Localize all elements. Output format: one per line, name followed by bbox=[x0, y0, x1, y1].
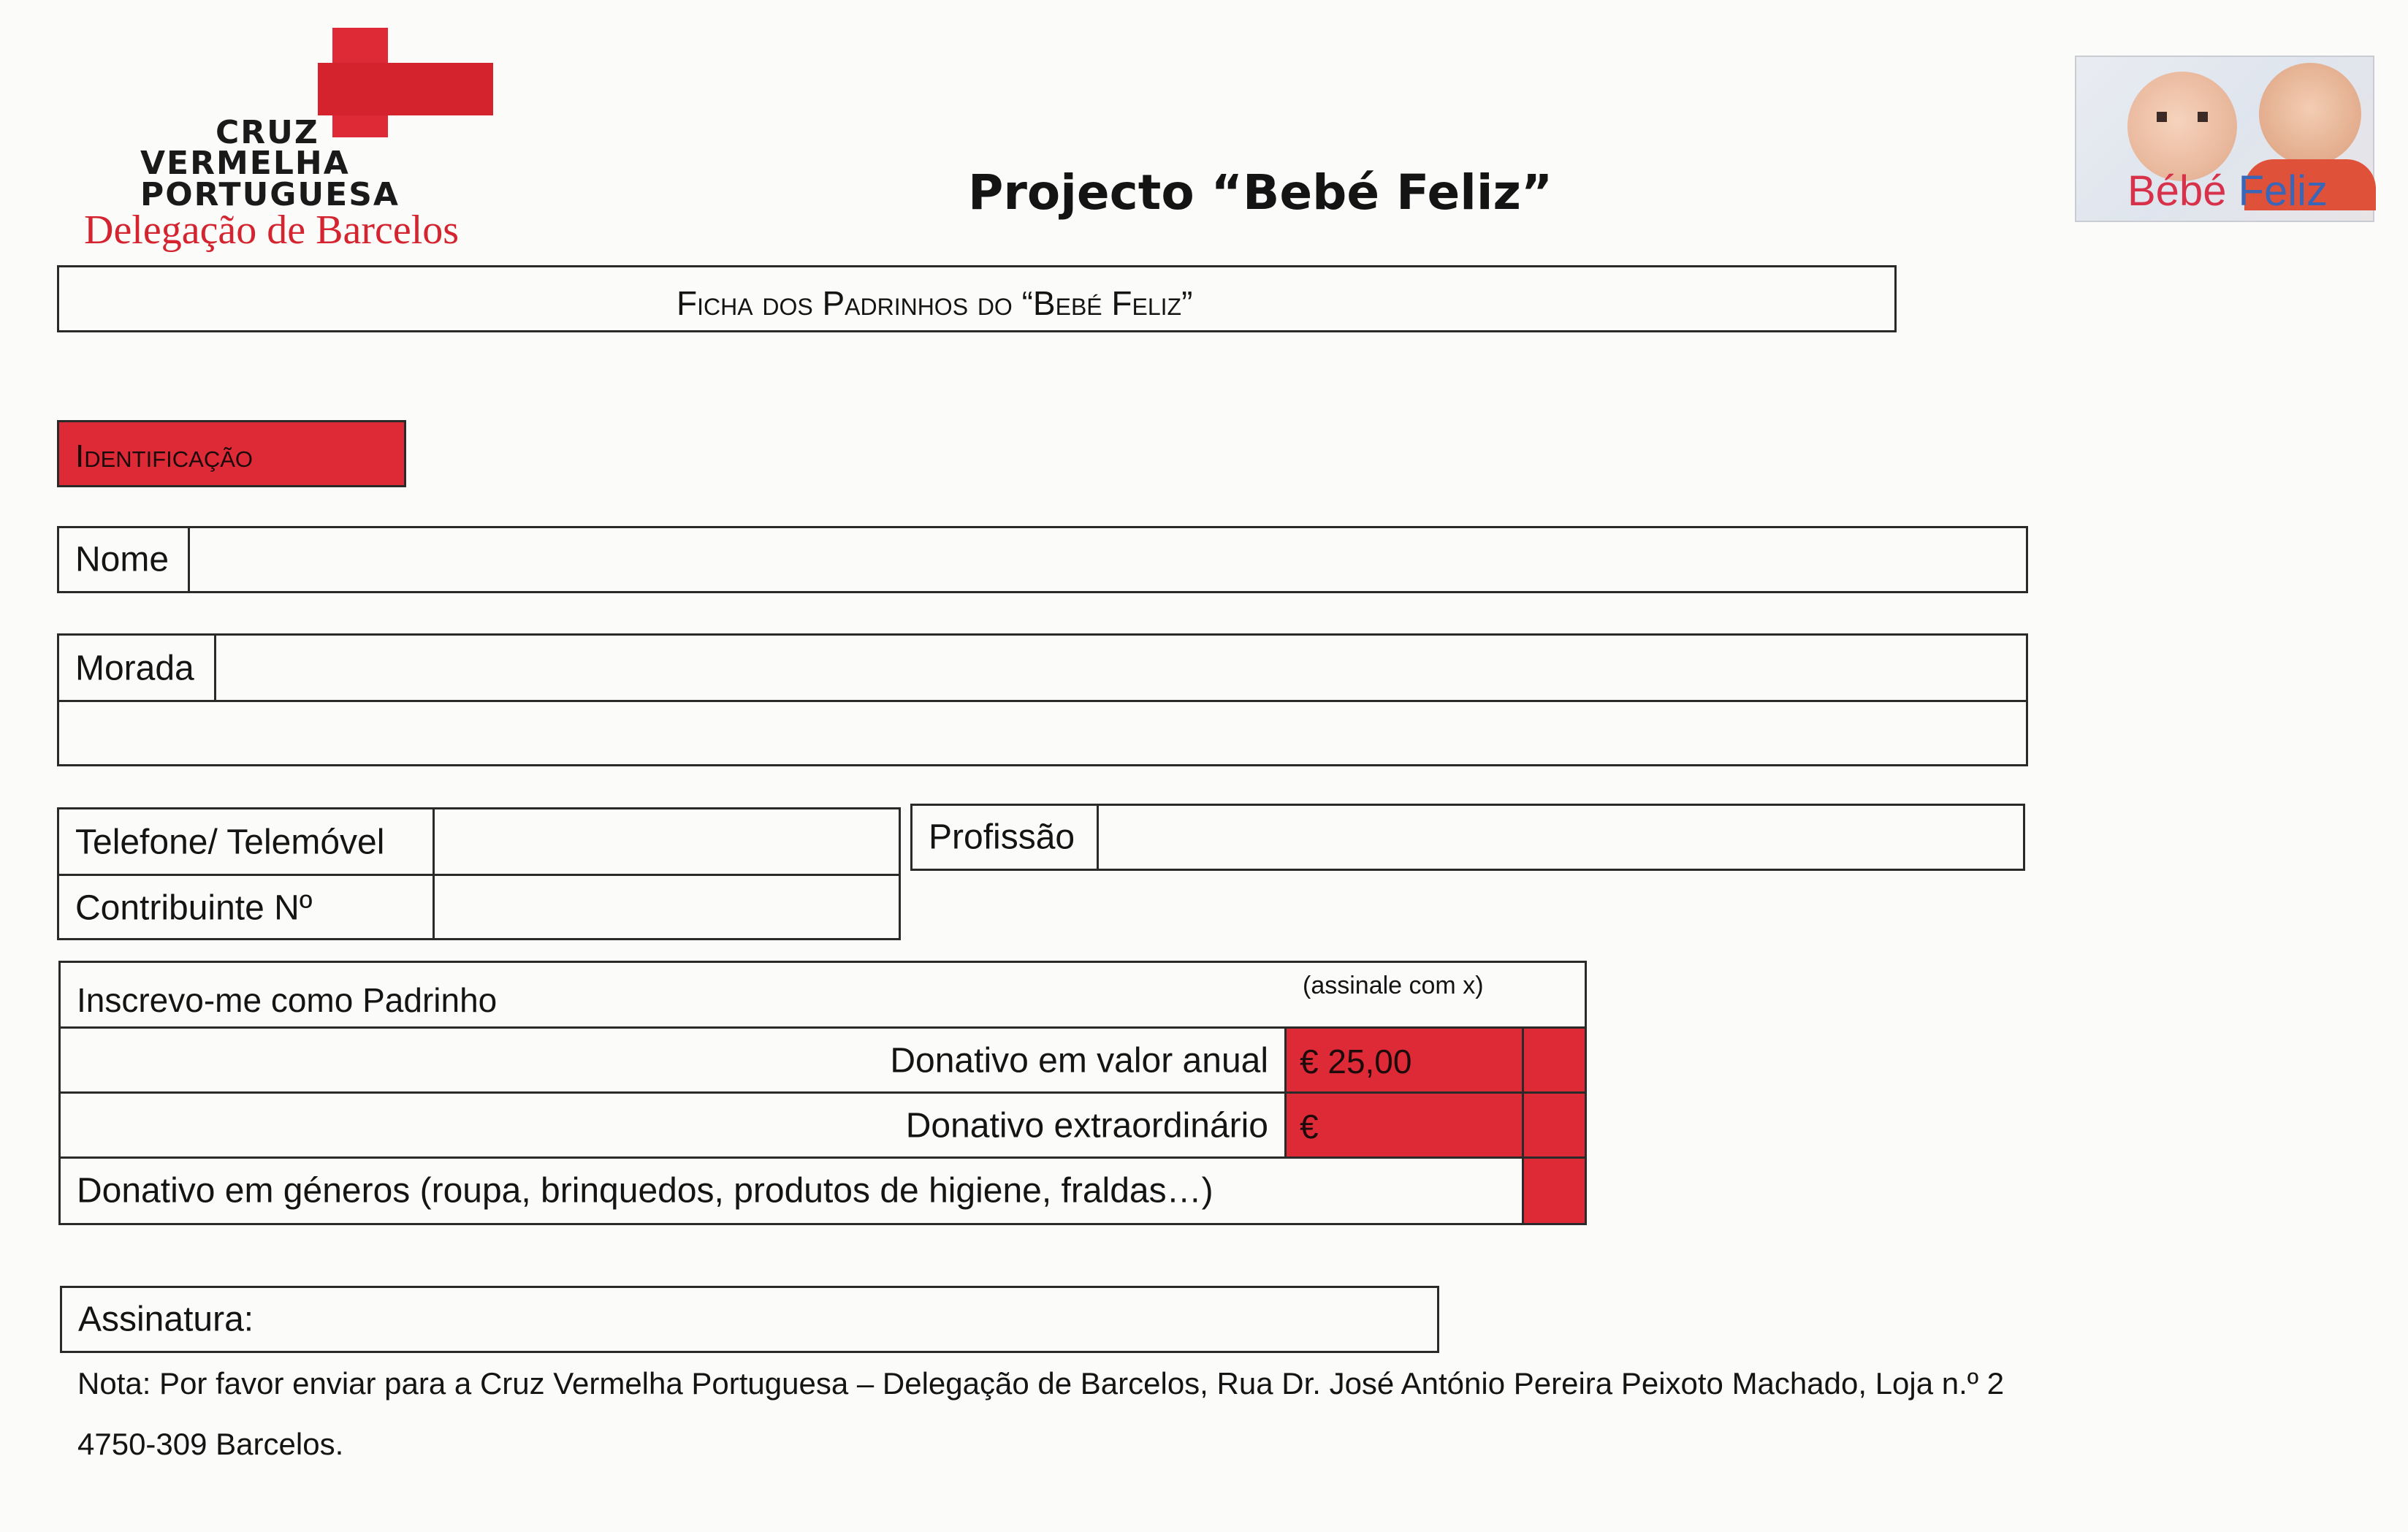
signature-label: Assinatura: bbox=[78, 1300, 254, 1339]
annual-donation-row bbox=[61, 1029, 1284, 1093]
section-title: Identificação bbox=[75, 438, 254, 474]
extra-donation-checkbox[interactable] bbox=[1524, 1094, 1585, 1156]
annual-donation-label: Donativo em valor anual bbox=[890, 1041, 1268, 1081]
annual-donation-checkbox[interactable] bbox=[1524, 1029, 1585, 1091]
extra-donation-label: Donativo extraordinário bbox=[905, 1106, 1268, 1146]
badge-word-feliz: Feliz bbox=[2238, 167, 2328, 215]
nome-row bbox=[57, 526, 2028, 593]
nome-field[interactable] bbox=[190, 528, 2026, 591]
red-cross-horizontal bbox=[318, 63, 493, 115]
badge-word-bebe: Bébé bbox=[2127, 167, 2227, 215]
extra-donation-currency: € bbox=[1300, 1108, 1319, 1146]
note-line-2: 4750-309 Barcelos. bbox=[77, 1427, 344, 1461]
goods-donation-label: Donativo em géneros (roupa, brinquedos, produtos de higiene, fraldas…) bbox=[77, 1171, 1213, 1211]
logo-line-portuguesa: PORTUGUESA bbox=[140, 176, 400, 213]
sponsor-heading-row bbox=[61, 963, 1585, 1027]
form-title-box bbox=[57, 265, 1897, 332]
profissao-label: Profissão bbox=[929, 818, 1075, 857]
goods-donation-row bbox=[61, 1159, 1522, 1223]
baby-illustration-right bbox=[2259, 63, 2361, 165]
form-title: Ficha dos Padrinhos do “Bebé Feliz” bbox=[677, 284, 1193, 322]
badge-text bbox=[2127, 167, 2328, 216]
morada-field-line1[interactable] bbox=[216, 636, 2026, 701]
sponsor-table bbox=[58, 961, 1587, 1225]
baby-eyes-left bbox=[2157, 112, 2208, 122]
logo-line-cruz: CRUZ bbox=[216, 114, 319, 151]
annual-donation-value: € 25,00 bbox=[1300, 1043, 1412, 1081]
profissao-row bbox=[910, 804, 2025, 871]
sponsor-hint: (assinale com x) bbox=[1303, 972, 1484, 999]
red-cross-logo bbox=[80, 28, 606, 262]
note-line-1: Nota: Por favor enviar para a Cruz Vermelha Portuguesa – Delegação de Barcelos, Rua Dr. José António Pereira Peixoto Machado, Loja n.º 2 bbox=[77, 1366, 2005, 1400]
contact-block bbox=[57, 807, 901, 940]
sponsor-heading: Inscrevo-me como Padrinho bbox=[77, 981, 498, 1019]
contribuinte-label: Contribuinte Nº bbox=[75, 888, 313, 928]
morada-block bbox=[57, 633, 2028, 766]
extra-donation-value-cell[interactable] bbox=[1287, 1094, 1522, 1156]
bebe-feliz-badge bbox=[2075, 56, 2374, 222]
profissao-field[interactable] bbox=[1099, 806, 2023, 869]
telefone-field[interactable] bbox=[435, 809, 899, 874]
extra-donation-row bbox=[61, 1094, 1284, 1158]
nome-label: Nome bbox=[75, 540, 169, 579]
telefone-label: Telefone/ Telemóvel bbox=[75, 823, 385, 862]
goods-donation-checkbox[interactable] bbox=[1524, 1159, 1585, 1223]
delegation-name: Delegação de Barcelos bbox=[84, 207, 460, 253]
page-title: Projecto “Bebé Feliz” bbox=[968, 164, 1553, 221]
morada-label: Morada bbox=[75, 649, 194, 688]
annual-donation-value-cell bbox=[1287, 1029, 1522, 1091]
signature-box[interactable] bbox=[60, 1286, 1439, 1353]
baby-illustration-left bbox=[2127, 72, 2237, 181]
section-header-identificacao bbox=[57, 420, 406, 487]
logo-line-vermelha: VERMELHA bbox=[140, 145, 350, 182]
morada-field-line2[interactable] bbox=[59, 702, 2026, 764]
contribuinte-field[interactable] bbox=[435, 876, 899, 938]
